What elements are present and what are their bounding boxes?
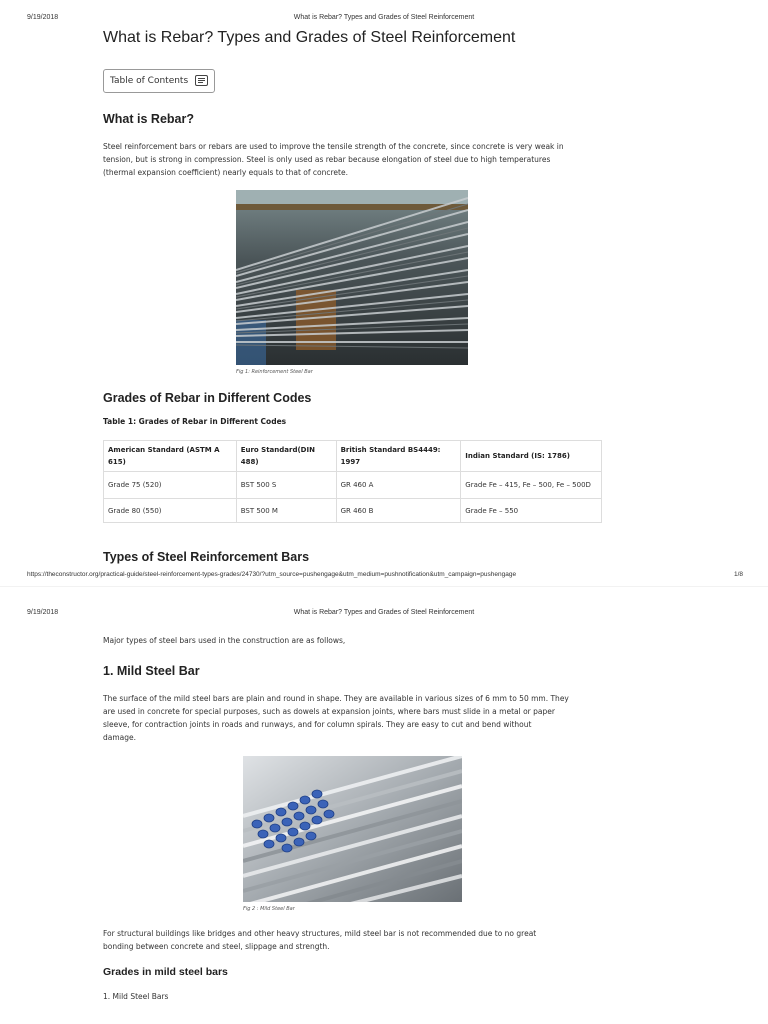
table-row	[104, 472, 602, 499]
paragraph-line: For structural buildings like bridges and other heavy structures, mild steel bar is not recommended due to no great	[103, 929, 537, 938]
paragraph-line: The surface of the mild steel bars are plain and round in shape. They are available in various sizes of 6 mm to 50 mm. They	[103, 694, 569, 703]
page1-header-date: 9/19/2018	[27, 14, 59, 21]
paragraph-line: damage.	[103, 733, 137, 742]
subheading-grades-mild-steel: Grades in mild steel bars	[103, 966, 228, 978]
paragraph-what-is-rebar	[103, 140, 623, 179]
page1-footer-url[interactable]: https://theconstructor.org/practical-guide/steel-reinforcement-types-grades/24730/?utm_source=pushengage&utm_medium=pushnotification&utm_campaign=pushengage	[27, 571, 517, 578]
table-of-contents-button[interactable]	[103, 69, 215, 93]
reinforcement-steel-bar-photo	[236, 190, 468, 365]
paragraph-line: are used in concrete for special purposes, such as dowels at expansion joints, where bars must slide in a metal or paper	[103, 707, 555, 716]
paragraph-line: sleeve, for contraction joints in roads and runways, and for column spirals. They are easy to cut and bend without	[103, 720, 532, 729]
table-header-cell: British Standard BS4449: 1997	[336, 441, 461, 472]
table-cell: Grade Fe – 415, Fe – 500, Fe – 500D	[461, 472, 602, 499]
paragraph-line: Steel reinforcement bars or rebars are used to improve the tensile strength of the concrete, since concrete is very weak in	[103, 142, 564, 151]
section-heading-grades: Grades of Rebar in Different Codes	[103, 391, 312, 405]
paragraph-line: bonding between concrete and steel, slippage and strength.	[103, 942, 330, 951]
section-heading-types: Types of Steel Reinforcement Bars	[103, 550, 310, 564]
section-heading-mild-steel-bar: 1. Mild Steel Bar	[103, 664, 200, 678]
page-title: What is Rebar? Types and Grades of Steel Reinforcement	[103, 29, 516, 46]
table-header-cell: Euro Standard(DIN 488)	[236, 441, 336, 472]
section-heading-what-is-rebar: What is Rebar?	[103, 112, 194, 126]
grades-table	[103, 440, 602, 523]
table-cell: Grade Fe – 550	[461, 499, 602, 523]
list-item: 1. Mild Steel Bars	[103, 992, 169, 1001]
mild-steel-bar-photo	[243, 756, 462, 902]
table-row	[104, 499, 602, 523]
table-header-cell: American Standard (ASTM A 615)	[104, 441, 237, 472]
paragraph-structural	[103, 927, 623, 953]
table-header-row	[104, 441, 602, 472]
paragraph-mild-steel	[103, 692, 623, 744]
page2-header-title: What is Rebar? Types and Grades of Steel Reinforcement	[293, 609, 475, 616]
figure-2-caption: Fig 2 : Mild Steel Bar	[243, 906, 295, 912]
table-cell: GR 460 A	[336, 472, 461, 499]
paragraph-intro: Major types of steel bars used in the construction are as follows,	[103, 636, 346, 645]
list-icon	[195, 75, 208, 86]
table-cell: BST 500 M	[236, 499, 336, 523]
paragraph-line: tension, but is strong in compression. Steel is only used as rebar because elongation of steel due to high temperatures	[103, 155, 551, 164]
table-caption: Table 1: Grades of Rebar in Different Codes	[103, 417, 287, 426]
page1-header-title: What is Rebar? Types and Grades of Steel Reinforcement	[293, 14, 475, 21]
figure-1-caption: Fig 1: Reinforcement Steel Bar	[236, 369, 313, 375]
table-of-contents-label: Table of Contents	[110, 76, 189, 86]
page-divider	[0, 586, 768, 587]
page2-header-date: 9/19/2018	[27, 609, 59, 616]
paragraph-line: (thermal expansion coefficient) nearly equals to that of concrete.	[103, 168, 348, 177]
table-cell: GR 460 B	[336, 499, 461, 523]
table-cell: Grade 80 (550)	[104, 499, 237, 523]
table-cell: Grade 75 (520)	[104, 472, 237, 499]
page1-footer-page-number: 1/8	[734, 571, 744, 578]
table-header-cell: Indian Standard (IS: 1786)	[461, 441, 602, 472]
table-cell: BST 500 S	[236, 472, 336, 499]
